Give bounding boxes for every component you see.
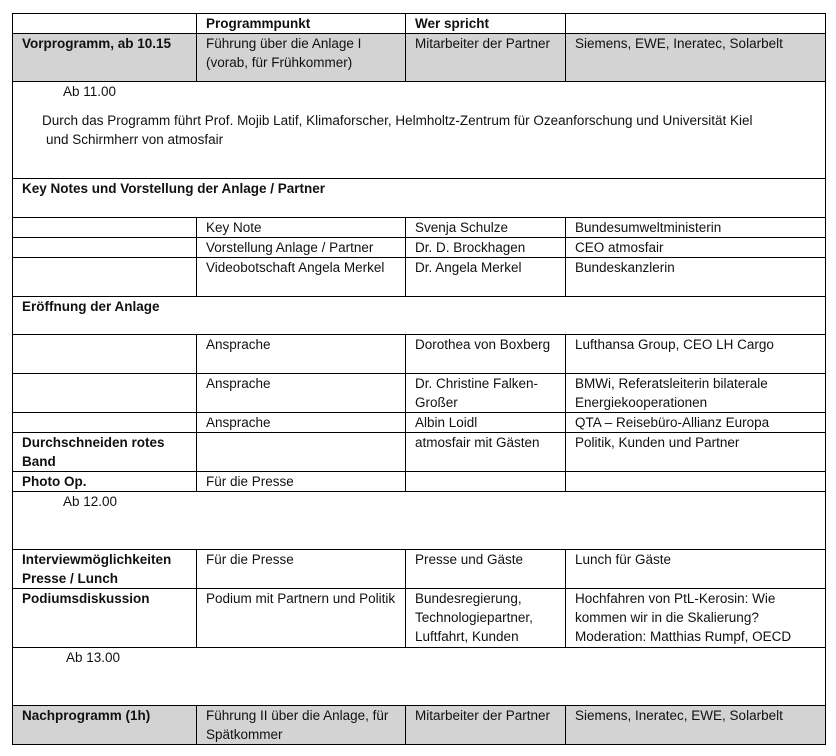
photo-punkt: Für die Presse — [197, 472, 406, 492]
podium-wer: Bundesregierung, Technologiepartner, Luftfahrt, Kunden — [406, 589, 566, 648]
vorprogramm-row — [13, 34, 826, 82]
header-row — [13, 14, 826, 34]
header-wer-spricht: Wer spricht — [406, 14, 566, 34]
time-ab-1200: Ab 12.00 — [63, 494, 118, 509]
ansprache1-punkt: Ansprache — [197, 335, 406, 374]
vorprogramm-punkt: Führung über die Anlage I (vorab, für Frühkommer) — [197, 34, 406, 82]
nachprogramm-wer: Mitarbeiter der Partner — [406, 706, 566, 745]
table-row — [13, 218, 826, 238]
vorstellung-info: CEO atmosfair — [566, 238, 826, 258]
vorstellung-label — [13, 238, 197, 258]
time-ab-1100: Ab 11.00 — [63, 84, 117, 99]
keynote-info: Bundesumweltministerin — [566, 218, 826, 238]
podium-punkt: Podium mit Partnern und Politik — [197, 589, 406, 648]
ansprache1-label — [13, 335, 197, 374]
interview-row — [13, 550, 826, 589]
header-programmpunkt: Programmpunkt — [197, 14, 406, 34]
podium-label: Podiumsdiskussion — [13, 589, 197, 648]
video-wer: Dr. Angela Merkel — [406, 258, 566, 297]
nachprogramm-info: Siemens, Ineratec, EWE, Solarbelt — [566, 706, 826, 745]
nachprogramm-row — [13, 706, 826, 745]
keynote-label — [13, 218, 197, 238]
interview-wer: Presse und Gäste — [406, 550, 566, 589]
keynote-wer: Svenja Schulze — [406, 218, 566, 238]
photo-row — [13, 472, 826, 492]
ansprache2-label — [13, 374, 197, 413]
eroeffnung-heading: Eröffnung der Anlage — [13, 297, 826, 335]
table-row — [13, 335, 826, 374]
photo-label: Photo Op. — [13, 472, 197, 492]
video-info: Bundeskanzlerin — [566, 258, 826, 297]
photo-info — [566, 472, 826, 492]
program-table — [12, 13, 826, 745]
header-col4 — [566, 14, 826, 34]
ansprache1-info: Lufthansa Group, CEO LH Cargo — [566, 335, 826, 374]
table-row — [13, 258, 826, 297]
ansprache1-wer: Dorothea von Boxberg — [406, 335, 566, 374]
vorstellung-wer: Dr. D. Brockhagen — [406, 238, 566, 258]
ansprache3-punkt: Ansprache — [197, 413, 406, 433]
video-punkt: Videobotschaft Angela Merkel — [197, 258, 406, 297]
header-col1 — [13, 14, 197, 34]
moderator-intro-line1: Durch das Programm führt Prof. Mojib Latif, Klimaforscher, Helmholtz-Zentrum für Ozeanforschung und Universität Kiel — [42, 113, 753, 128]
vorstellung-punkt: Vorstellung Anlage / Partner — [197, 238, 406, 258]
table-row — [13, 238, 826, 258]
band-label: Durchschneiden rotes Band — [13, 433, 197, 472]
eroeffnung-heading-row — [13, 297, 826, 335]
ansprache2-info: BMWi, Referatsleiterin bilaterale Energiekooperationen — [566, 374, 826, 413]
ab-1200-cell — [13, 492, 826, 550]
band-wer: atmosfair mit Gästen — [406, 433, 566, 472]
ab-1200-row — [13, 492, 826, 550]
interview-info: Lunch für Gäste — [566, 550, 826, 589]
vorprogramm-info: Siemens, EWE, Ineratec, Solarbelt — [566, 34, 826, 82]
ab-1300-cell — [13, 648, 826, 706]
band-info: Politik, Kunden und Partner — [566, 433, 826, 472]
interview-punkt: Für die Presse — [197, 550, 406, 589]
ab-1100-cell — [13, 82, 826, 179]
vorprogramm-label: Vorprogramm, ab 10.15 — [13, 34, 197, 82]
keynotes-heading-row — [13, 179, 826, 218]
podium-row — [13, 589, 826, 648]
podium-info: Hochfahren von PtL-Kerosin: Wie kommen wir in die Skalierung? Moderation: Matthias Rumpf, OECD — [566, 589, 826, 648]
band-row — [13, 433, 826, 472]
ansprache3-info: QTA – Reisebüro-Allianz Europa — [566, 413, 826, 433]
table-row — [13, 374, 826, 413]
ansprache3-wer: Albin Loidl — [406, 413, 566, 433]
band-punkt — [197, 433, 406, 472]
time-ab-1300: Ab 13.00 — [66, 650, 121, 665]
moderator-intro — [22, 101, 825, 149]
moderator-intro-line2: und Schirmherr von atmosfair — [46, 132, 224, 147]
interview-label: Interviewmöglichkeiten Presse / Lunch — [13, 550, 197, 589]
ansprache3-label — [13, 413, 197, 433]
video-label — [13, 258, 197, 297]
keynotes-heading: Key Notes und Vorstellung der Anlage / Partner — [13, 179, 826, 218]
table-row — [13, 413, 826, 433]
ansprache2-punkt: Ansprache — [197, 374, 406, 413]
keynote-punkt: Key Note — [197, 218, 406, 238]
ab-1300-row — [13, 648, 826, 706]
nachprogramm-label: Nachprogramm (1h) — [13, 706, 197, 745]
vorprogramm-wer: Mitarbeiter der Partner — [406, 34, 566, 82]
ab-1100-row — [13, 82, 826, 179]
nachprogramm-punkt: Führung II über die Anlage, für Spätkommer — [197, 706, 406, 745]
photo-wer — [406, 472, 566, 492]
ansprache2-wer: Dr. Christine Falken-Großer — [406, 374, 566, 413]
